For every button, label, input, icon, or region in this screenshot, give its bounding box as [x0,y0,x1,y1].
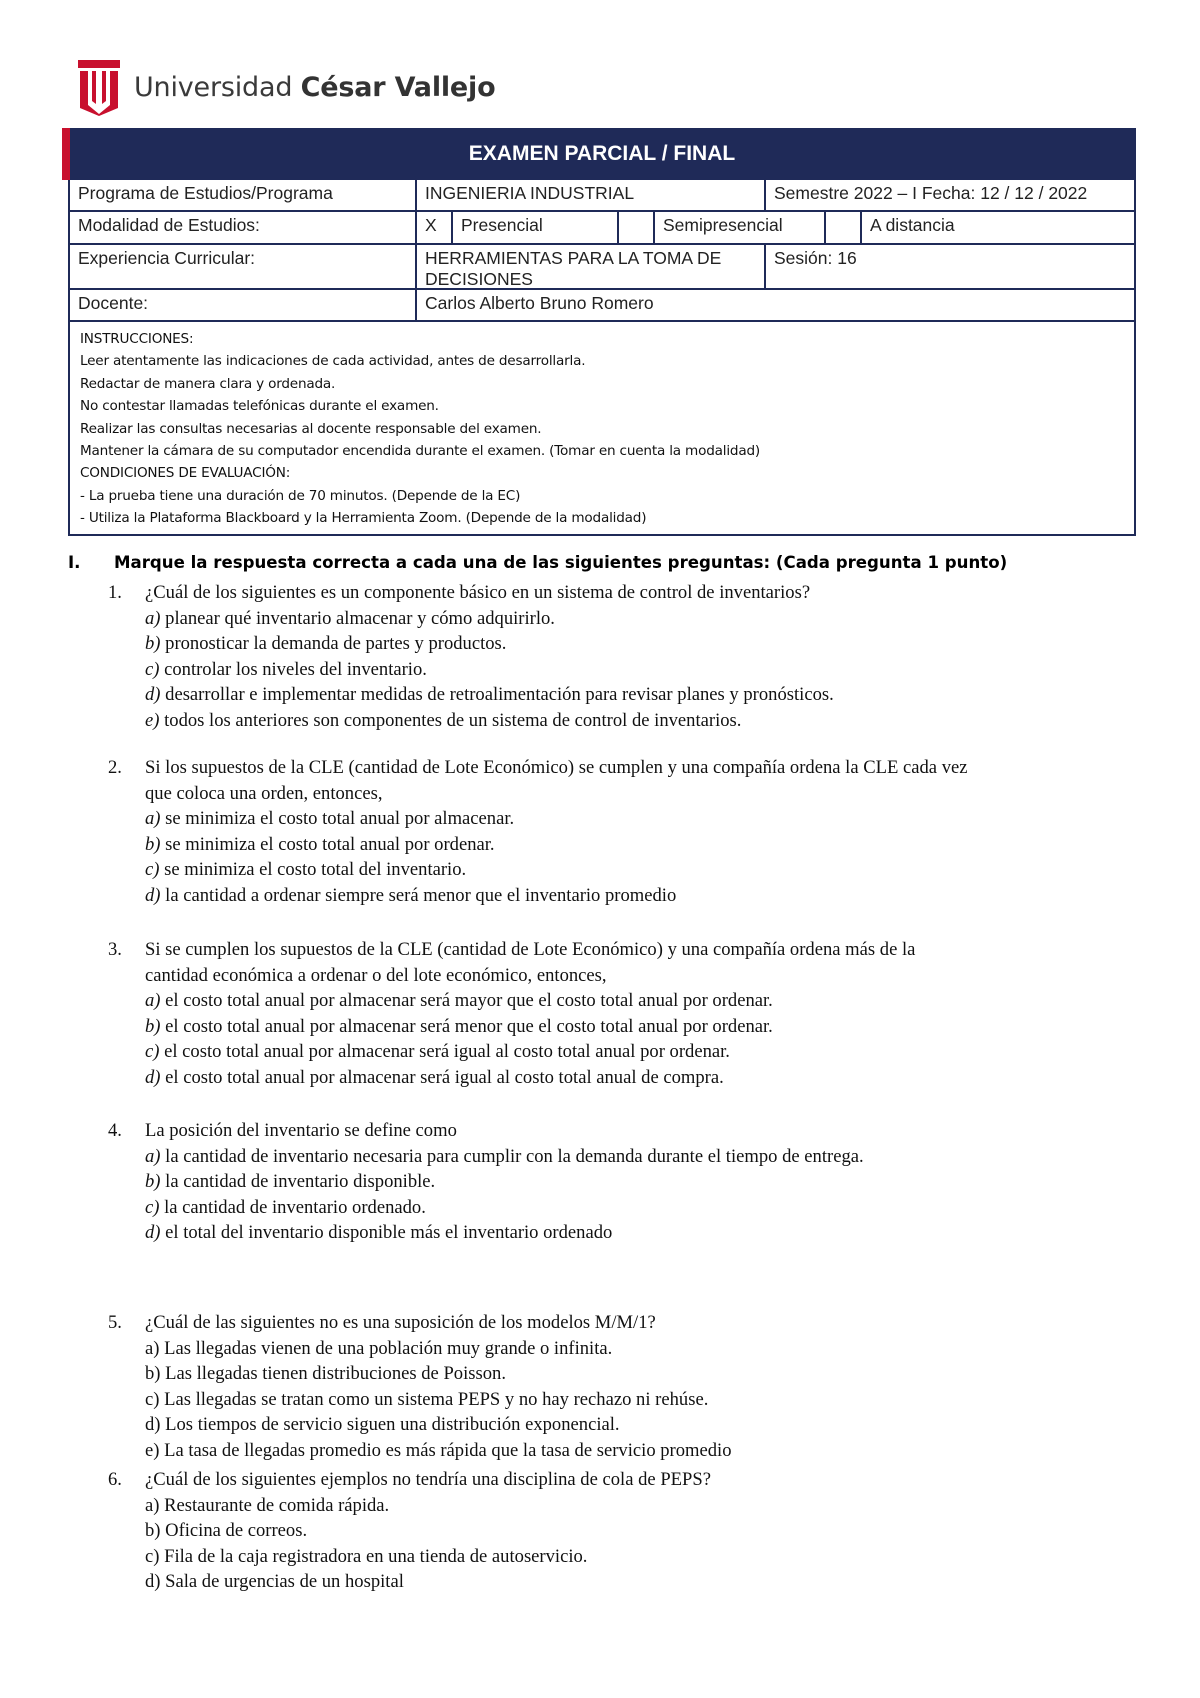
option-letter: a) [145,808,161,830]
modalidad-distancia: A distancia [870,215,955,235]
option-text: planear qué inventario almacenar y cómo adquirirlo. [160,607,555,629]
experiencia-label: Experiencia Curricular: [70,245,417,288]
modalidad-row [70,212,1134,245]
logo-wordmark: Universidad César Vallejo [134,71,496,103]
option-letter: e) [145,1439,160,1461]
question-5 [108,1310,1148,1464]
option-text: pronosticar la demanda de partes y productos. [160,633,507,655]
question-number: 6. [108,1469,122,1490]
instruction-line: No contestar llamadas telefónicas durante el examen. [80,398,439,415]
section-number: I. [68,553,81,572]
question-2 [108,755,1148,909]
modalidad-mark-semipresencial [619,212,655,243]
question-number: 2. [108,757,122,778]
answer-option [108,988,1148,1014]
answer-option [108,708,1148,734]
instruction-line: INSTRUCCIONES: [80,331,194,347]
option-letter: c) [145,859,160,881]
question-number: 3. [108,939,122,960]
answer-option [108,1493,1148,1519]
option-letter: d) [145,1066,161,1088]
instruction-line: Mantener la cámara de su computador encendida durante el examen. (Tomar en cuenta la modalidad) [80,443,760,460]
option-text: se minimiza el costo total del inventario. [159,859,467,881]
ucv-emblem-icon [76,58,122,116]
option-letter: a) [145,607,161,629]
accent-bar [62,128,70,180]
programa-value: INGENIERIA INDUSTRIAL [417,180,766,210]
question-text: 6. ¿Cuál de los siguientes ejemplos no tendría una disciplina de cola de PEPS? [108,1467,1148,1493]
option-text: el costo total anual por almacenar será menor que el costo total anual por ordenar. [160,1015,773,1037]
answer-option [108,1195,1148,1221]
instruction-line: Redactar de manera clara y ordenada. [80,375,336,392]
exam-title: EXAMEN PARCIAL / FINAL [70,130,1134,180]
answer-option [108,1361,1148,1387]
answer-option [108,1569,1148,1595]
semestre-fecha: Semestre 2022 – I Fecha: 12 / 12 / 2022 [774,183,1088,203]
option-letter: d) [145,1414,161,1436]
option-text: todos los anteriores son componentes de un sistema de control de inventarios. [159,709,742,731]
option-letter: c) [145,1545,160,1567]
option-text: desarrollar e implementar medidas de retroalimentación para revisar planes y pronósticos. [160,684,834,706]
option-letter: e) [145,709,160,731]
option-letter: b) [145,1363,161,1385]
answer-option [108,1014,1148,1040]
answer-option [108,1518,1148,1544]
question-4 [108,1118,1148,1246]
question-6 [108,1467,1148,1595]
option-letter: b) [145,1520,161,1542]
answer-option [108,606,1148,632]
instruction-line: Leer atentamente las indicaciones de cada actividad, antes de desarrollarla. [80,353,586,370]
option-letter: d) [145,1571,161,1593]
option-letter: b) [145,1171,161,1193]
question-text: 5. ¿Cuál de las siguientes no es una suposición de los modelos M/M/1? [108,1310,1148,1336]
docente-value: Carlos Alberto Bruno Romero [425,293,654,313]
answer-option [108,1438,1148,1464]
section-title: Marque la respuesta correcta a cada una de las siguientes preguntas: (Cada pregunta 1 punto) [114,553,1008,572]
option-text: la cantidad de inventario ordenado. [159,1196,426,1218]
option-text: controlar los niveles del inventario. [159,658,427,680]
option-letter: d) [145,1222,161,1244]
answer-option [108,857,1148,883]
modalidad-mark-distancia [826,212,862,243]
sesion: Sesión: 16 [774,248,857,268]
answer-option [108,631,1148,657]
programa-label: Programa de Estudios/Programa [70,180,417,210]
question-text: 3. Si se cumplen los supuestos de la CLE (cantidad de Lote Económico) y una compañía ordena más de la [108,937,1148,963]
question-text: cantidad económica a ordenar o del lote económico, entonces, [145,964,607,986]
option-letter: a) [145,1145,161,1167]
option-text: Fila de la caja registradora en una tienda de autoservicio. [159,1545,588,1567]
option-text: Oficina de correos. [160,1520,308,1542]
answer-option [108,883,1148,909]
option-letter: a) [145,1337,160,1359]
answer-option [108,1144,1148,1170]
instruction-line: - La prueba tiene una duración de 70 minutos. (Depende de la EC) [80,487,521,504]
answer-option [108,657,1148,683]
modalidad-mark-presencial: X [417,212,453,243]
option-text: Sala de urgencias de un hospital [160,1571,404,1593]
instruction-line: CONDICIONES DE EVALUACIÓN: [80,465,291,482]
option-text: la cantidad de inventario necesaria para cumplir con la demanda durante el tiempo de entrega. [160,1145,864,1167]
question-text: 1. ¿Cuál de los siguientes es un componente básico en un sistema de control de inventarios? [108,580,1148,606]
option-letter: d) [145,684,161,706]
instruction-line: - Utiliza la Plataforma Blackboard y la Herramienta Zoom. (Depende de la modalidad) [80,510,647,527]
question-text: 2. Si los supuestos de la CLE (cantidad de Lote Económico) se cumplen y una compañía ordena la CLE cada vez [108,755,1148,781]
answer-option [108,1336,1148,1362]
answer-option [108,1039,1148,1065]
option-text: Las llegadas tienen distribuciones de Poisson. [160,1363,506,1385]
question-number: 5. [108,1312,122,1333]
programa-row [70,180,1134,212]
answer-option [108,682,1148,708]
answer-option [108,806,1148,832]
instructions-block [70,322,770,534]
section-heading [68,553,1158,572]
experiencia-value: HERRAMIENTAS PARA LA TOMA DE DECISIONES [417,245,766,288]
option-text: el costo total anual por almacenar será mayor que el costo total anual por ordenar. [160,990,773,1012]
option-letter: c) [145,1196,160,1218]
option-letter: c) [145,1388,160,1410]
option-letter: a) [145,990,161,1012]
modalidad-presencial: Presencial [453,212,619,243]
option-letter: d) [145,884,161,906]
modalidad-semipresencial: Semipresencial [655,212,826,243]
question-text: 4. La posición del inventario se define como [108,1118,1148,1144]
question-number: 4. [108,1120,122,1141]
option-text: Los tiempos de servicio siguen una distribución exponencial. [160,1414,620,1436]
option-letter: b) [145,1015,161,1037]
option-letter: c) [145,1041,160,1063]
instructions-row [70,322,1134,534]
option-text: el costo total anual por almacenar será igual al costo total anual de compra. [160,1066,724,1088]
option-text: el costo total anual por almacenar será igual al costo total anual por ordenar. [159,1041,730,1063]
question-number: 1. [108,582,122,603]
question-3 [108,937,1148,1091]
modalidad-label: Modalidad de Estudios: [70,212,417,243]
option-letter: c) [145,658,160,680]
exam-header-table [68,128,1136,536]
docente-row [70,290,1134,322]
option-text: Restaurante de comida rápida. [159,1494,390,1516]
answer-option [108,1412,1148,1438]
question-text: que coloca una orden, entonces, [145,782,383,804]
experiencia-row [70,245,1134,290]
option-text: se minimiza el costo total anual por almacenar. [160,808,515,830]
option-text: Las llegadas vienen de una población muy grande o infinita. [159,1337,613,1359]
option-text: La tasa de llegadas promedio es más rápida que la tasa de servicio promedio [159,1439,732,1461]
option-text: la cantidad a ordenar siempre será menor que el inventario promedio [160,884,677,906]
question-1 [108,580,1148,734]
answer-option [108,832,1148,858]
option-letter: a) [145,1494,160,1516]
answer-option [108,1169,1148,1195]
answer-option [108,1387,1148,1413]
docente-label: Docente: [70,290,417,320]
answer-option [108,1220,1148,1246]
answer-option [108,1065,1148,1091]
option-text: el total del inventario disponible más el inventario ordenado [160,1222,613,1244]
instruction-line: Realizar las consultas necesarias al docente responsable del examen. [80,420,542,437]
option-text: Las llegadas se tratan como un sistema PEPS y no hay rechazo ni rehúse. [159,1388,709,1410]
university-logo [76,58,495,116]
option-text: se minimiza el costo total anual por ordenar. [160,833,495,855]
option-letter: b) [145,633,161,655]
option-text: la cantidad de inventario disponible. [160,1171,436,1193]
answer-option [108,1544,1148,1570]
option-letter: b) [145,833,161,855]
